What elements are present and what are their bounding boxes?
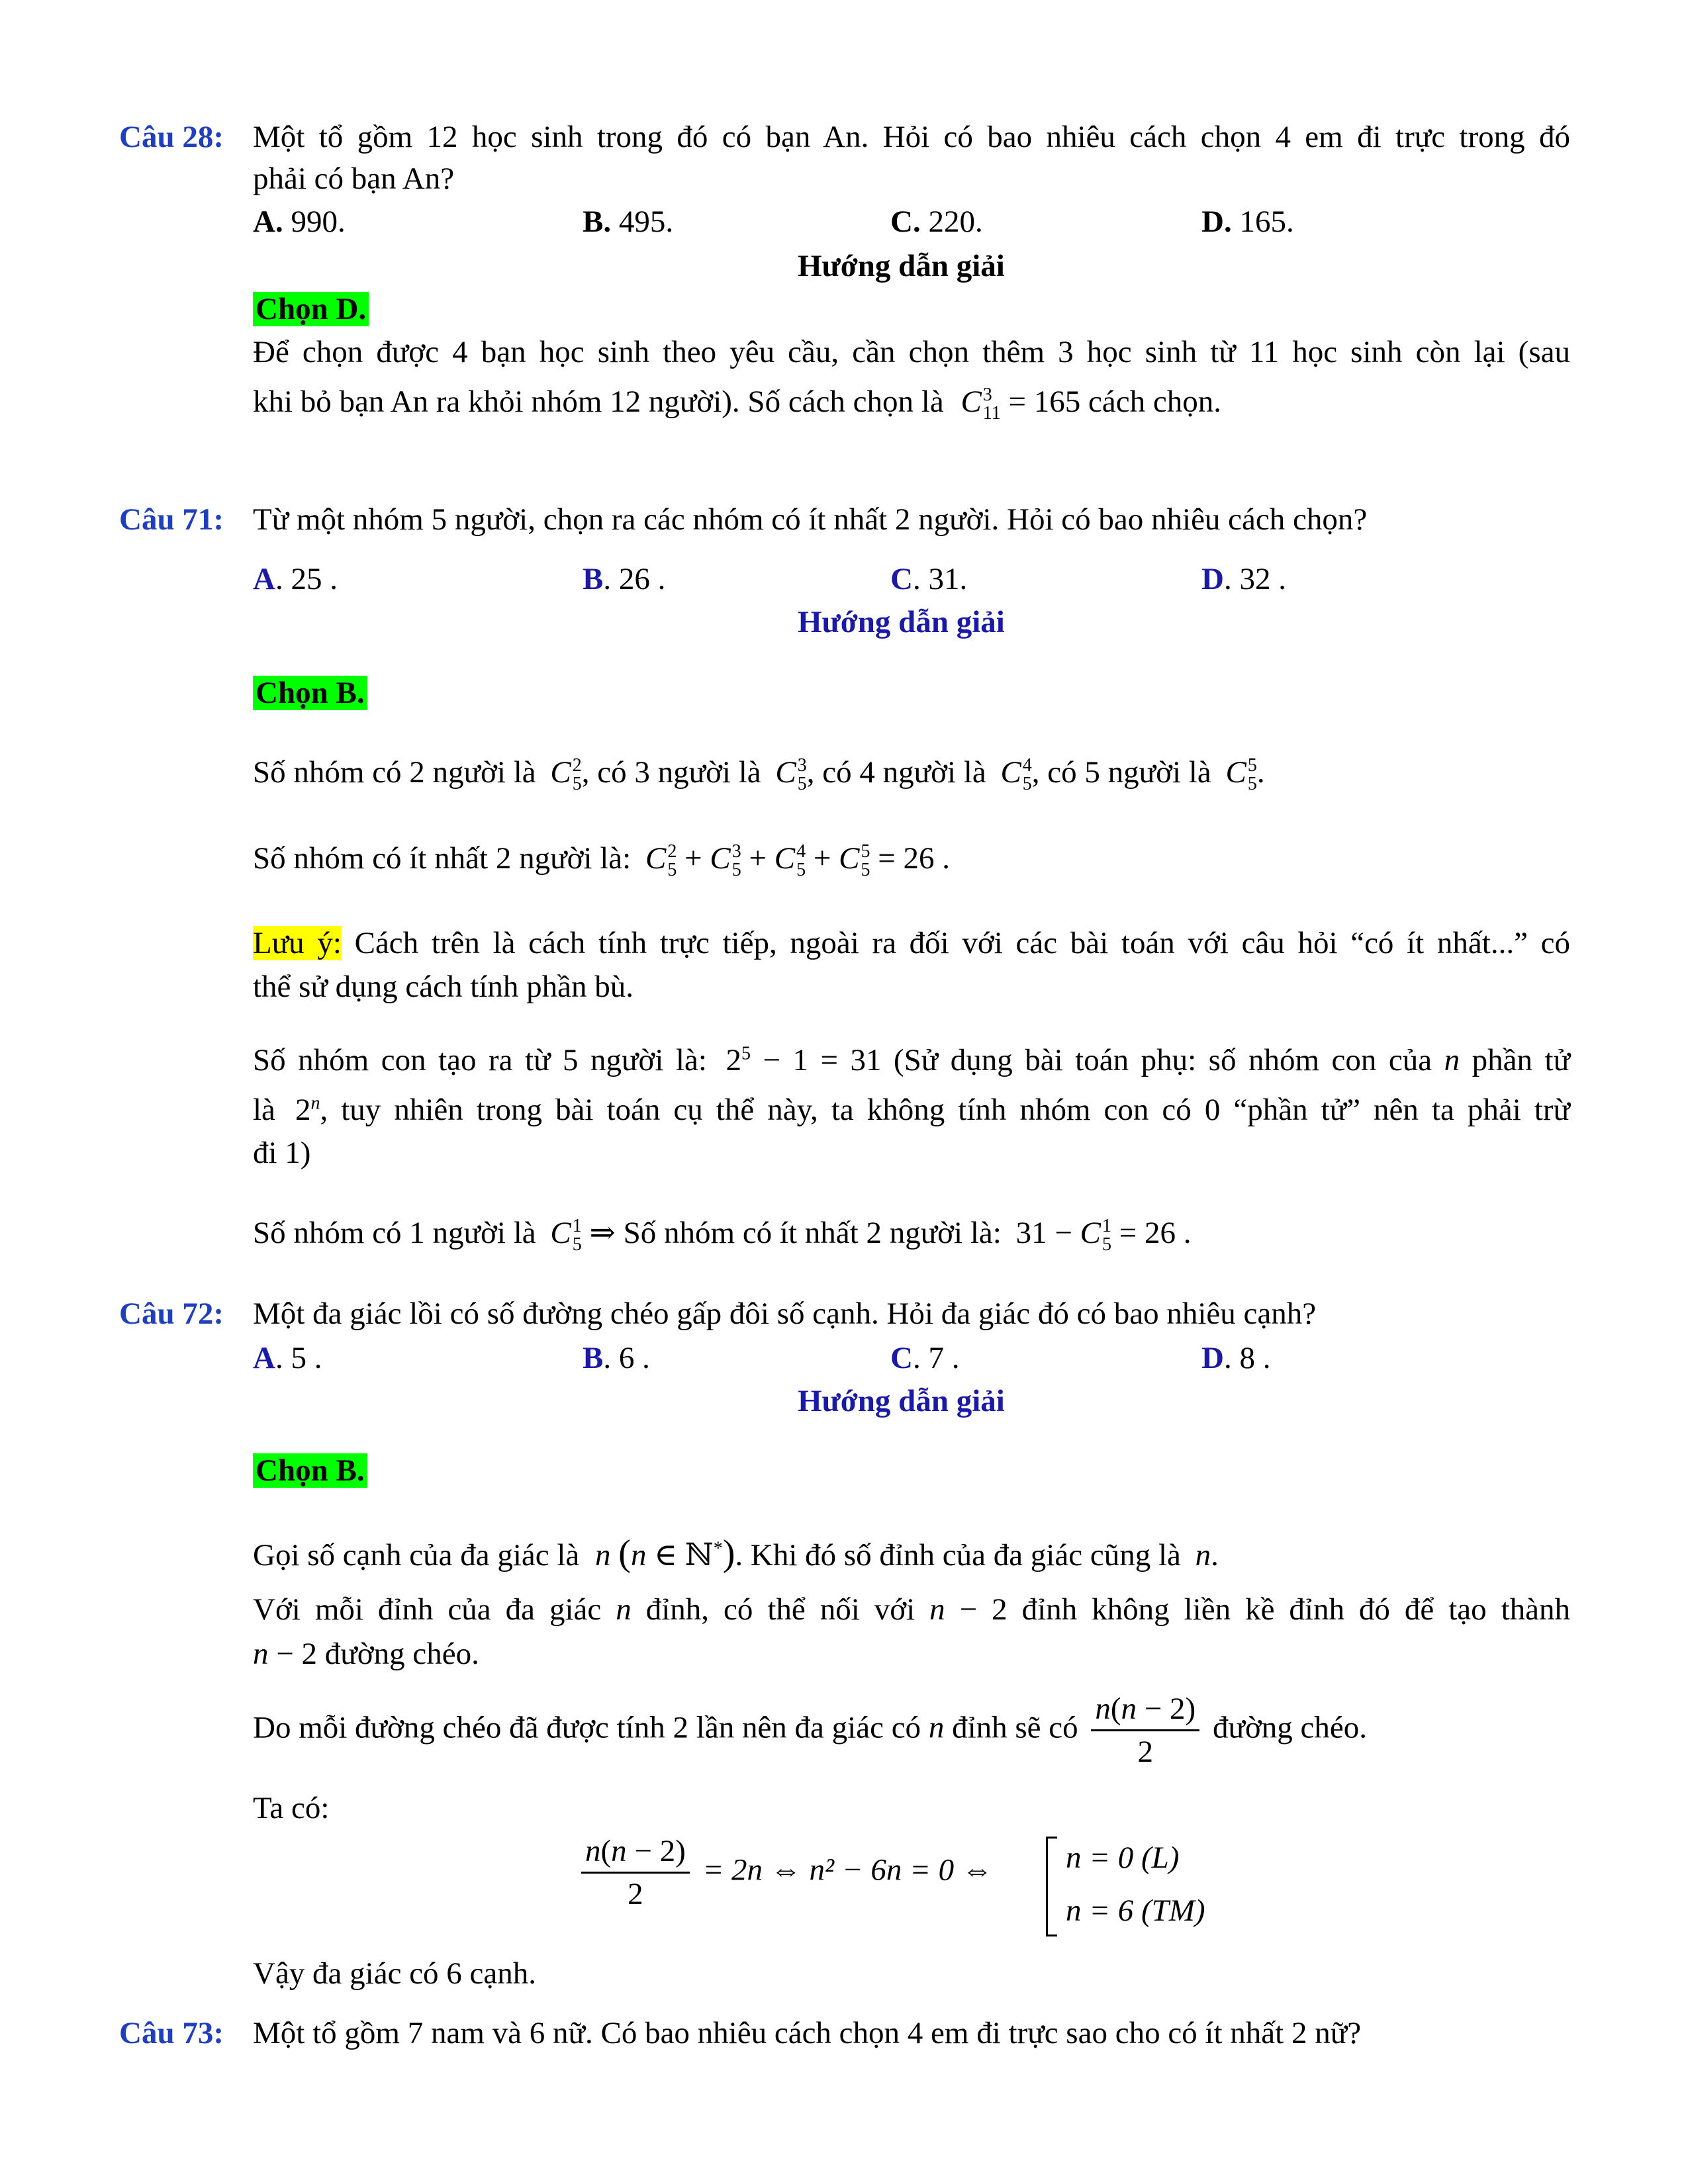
q72-conclusion: Vậy đa giác có 6 cạnh.: [253, 1956, 537, 1991]
question-28-text-line2: phải có bạn An?: [253, 161, 455, 196]
question-73-text: Một tổ gồm 7 nam và 6 nữ. Có bao nhiêu cách chọn 4 em đi trực sao cho có ít nhất 2 nữ?: [253, 2016, 1362, 2050]
q28-solution-line1: Để chọn được 4 bạn học sinh theo yêu cầu, cần chọn thêm 3 học sinh từ 11 học sinh còn lại (sau: [253, 335, 1570, 369]
q72-para4: Do mỗi đường chéo đã được tính 2 lần nên đa giác có n đỉnh sẽ có $\frac{n(n - 2)}{2}$ đường chéo.: [253, 1692, 1368, 1769]
q72-option-a: A. 5 .: [253, 1341, 322, 1375]
q72-guide-heading: Hướng dẫn giải: [798, 1384, 1005, 1418]
q71-note: Lưu ý: Cách trên là cách tính trực tiếp, ngoài ra đối với các bài toán với câu hỏi “có ít nhất...” có thể sử dụng cách tính phần bù.: [253, 926, 1570, 1004]
question-72-text: Một đa giác lồi có số đường chéo gấp đôi số cạnh. Hỏi đa giác đó có bao nhiêu cạnh?: [253, 1297, 1317, 1331]
q71-answer: Chọn B.: [253, 676, 367, 710]
q72-equation: $\frac{n(n - 2)}{2}$ = 2n ⇔ n² − 6n = 0 ⇔: [576, 1833, 993, 1912]
q71-sub-line2: là 2$^n$, tuy nhiên trong bài toán cụ thể này, ta không tính nhóm con có 0 “phần tử” nên ta phải trừ: [253, 1093, 1570, 1127]
q28-option-b: B. 495.: [583, 205, 674, 239]
question-28-text-line1: Một tổ gồm 12 học sinh trong đó có bạn An. Hỏi có bao nhiêu cách chọn 4 em đi trực trong đó: [253, 120, 1570, 154]
q72-para2: Với mỗi đỉnh của đa giác n đỉnh, có thể nối với n − 2 đỉnh không liền kề đỉnh đó để tạo thành: [253, 1592, 1571, 1627]
question-73-label: Câu 73:: [119, 2016, 224, 2050]
q71-solution-line2: Số nhóm có ít nhất 2 người là: C 2 5 + C 3 5 + C 4 5 + C 5 5 = 26 .: [253, 841, 950, 881]
q72-case-1: n = 0 (L): [1066, 1841, 1180, 1875]
q71-option-b: B. 26 .: [583, 562, 666, 596]
q72-answer: Chọn B.: [253, 1453, 367, 1488]
q71-option-d: D. 32 .: [1201, 562, 1286, 596]
q71-solution-line1: Số nhóm có 2 người là C 2 5 , có 3 người là C 3 5 , có 4 người là C 4 5 , có 5 người là C 5 5 .: [253, 755, 1265, 795]
q71-sub-line3: đi 1): [253, 1136, 311, 1170]
q72-equation-bracket: [1046, 1837, 1057, 1936]
q28-option-d: D. 165.: [1201, 205, 1294, 239]
q71-note-label: Lưu ý:: [253, 926, 342, 960]
q28-option-a: A. 990.: [253, 205, 346, 239]
q72-para5: Ta có:: [253, 1791, 330, 1825]
q72-option-d: D. 8 .: [1201, 1341, 1271, 1375]
question-71-label: Câu 71:: [119, 502, 224, 537]
q28-answer: Chọn D.: [253, 292, 369, 326]
q71-guide-heading: Hướng dẫn giải: [798, 605, 1005, 639]
q28-solution-line2: khi bỏ bạn An ra khỏi nhóm 12 người). Số cách chọn là C 3 11 = 165 cách chọn.: [253, 385, 1221, 424]
question-28-label: Câu 28:: [119, 120, 224, 154]
q71-option-c: C. 31.: [890, 562, 968, 596]
q71-sub-line1: Số nhóm con tạo ra từ 5 người là: $2^5 - 1 = 31$ (Sử dụng bài toán phụ: số nhóm con của n phần tử: [253, 1043, 1571, 1077]
question-72-label: Câu 72:: [119, 1297, 224, 1331]
q72-option-c: C. 7 .: [890, 1341, 960, 1375]
q72-para3: n − 2 đường chéo.: [253, 1637, 479, 1671]
q71-option-a: A. 25 .: [253, 562, 338, 596]
q28-guide-heading: Hướng dẫn giải: [798, 249, 1005, 283]
question-71-text: Từ một nhóm 5 người, chọn ra các nhóm có ít nhất 2 người. Hỏi có bao nhiêu cách chọn?: [253, 502, 1368, 537]
q72-para1: Gọi số cạnh của đa giác là n (n ∈ ℕ*). Khi đó số đỉnh của đa giác cũng là n.: [253, 1533, 1219, 1574]
q71-final-line: Số nhóm có 1 người là C 1 5 ⇒ Số nhóm có ít nhất 2 người là: 31 − C 1 5 = 26 .: [253, 1216, 1192, 1255]
q72-option-b: B. 6 .: [583, 1341, 650, 1375]
q72-case-2: n = 6 (TM): [1066, 1893, 1205, 1928]
q28-option-c: C. 220.: [890, 205, 983, 239]
